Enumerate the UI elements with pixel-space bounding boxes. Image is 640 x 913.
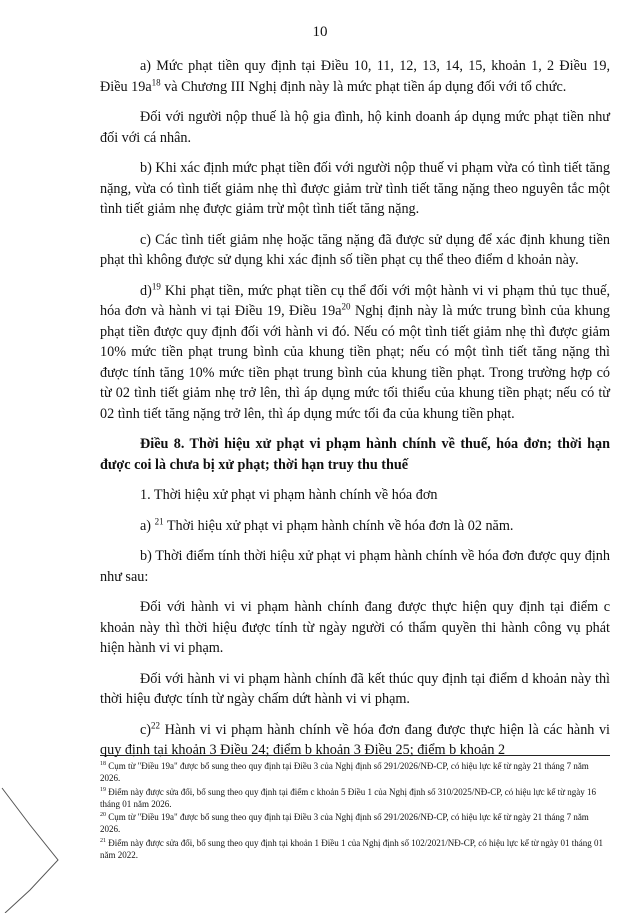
paragraph-b-aggravating: b) Khi xác định mức phạt tiền đối với người nộp thuế vi phạm vừa có tình tiết tăng nặng, vừa có tình tiết giảm nhẹ thì được giảm trừ tình tiết tăng nặng theo nguyên tắc một tình tiết giảm nhẹ được giảm trừ một tình tiết tăng nặng. — [100, 160, 610, 217]
footnote-ref: 19 — [151, 280, 161, 291]
paragraph-d-fine-calculation: d)$^{19}$ Khi phạt tiền, mức phạt tiền cụ thể đối với một hành vi vi phạm thủ tục thuế, hóa đơn và hành vi tại Điều 19, Điều $19a^{20}$ Nghị định này là mức trung bình của khung phạt tiền được quy định đối với hành vi đó. Nếu có một tình tiết giảm nhẹ thì được giảm 10% mức tiền phạt trung bình của khung tiền phạt; nếu có một tình tiết tăng nặng thì được tính tăng 10% mức tiền phạt trung bình của khung tiền phạt. Trong trường hợp có từ 02 tình tiết giảm nhẹ trở lên, thì áp dụng mức tối thiểu của khung tiền phạt; nếu có từ 02 tình tiết tăng nặng trở lên, thì áp dụng mức tối đa của khung tiền phạt. — [100, 280, 610, 422]
paragraph-c-circumstances: c) Các tình tiết giảm nhẹ hoặc tăng nặng đã được sử dụng để xác định khung tiền phạt thì không được sử dụng khi xác định số tiền phạt cụ thể theo điểm d khoản này. — [100, 231, 610, 268]
footnote: $^{19}$ Điểm này được sửa đổi, bổ sung theo quy định tại điểm c khoản 5 Điều 1 của Nghị định số 310/2025/NĐ-CP, có hiệu lực kể từ ngày 16 tháng 01 năm 2026. — [100, 786, 596, 809]
page-number: 10 — [312, 24, 328, 40]
paragraph-household: Đối với người nộp thuế là hộ gia đình, hộ kinh doanh áp dụng mức phạt tiền như đối với cá nhân. — [100, 109, 610, 146]
article-8-heading: Điều 8. Thời hiệu xử phạt vi phạm hành chính về thuế, hóa đơn; thời hạn được coi là chưa bị xử phạt; thời hạn truy thu thuế — [100, 436, 610, 473]
footnote-ref: 22 — [151, 719, 161, 730]
paragraph-b-calculation-time: b) Thời điểm tính thời hiệu xử phạt vi phạm hành chính về hóa đơn được quy định như sau: — [100, 548, 610, 585]
clause-1-title: 1. Thời hiệu xử phạt vi phạm hành chính về hóa đơn — [140, 487, 438, 503]
paragraph-ended-violation: Đối với hành vi vi phạm hành chính đã kết thúc quy định tại điểm d khoản này thì thời hiệu được tính từ ngày chấm dứt hành vi vi phạm. — [100, 670, 610, 707]
footnote-ref: 20 — [341, 301, 351, 312]
document-body — [100, 56, 610, 771]
footnote-ref: 21 — [154, 515, 164, 526]
paragraph-c-ongoing-acts: c)$^{22}$ Hành vi vi phạm hành chính về hóa đơn đang được thực hiện là các hành vi quy định tại khoản 3 Điều 24; điểm b khoản 3 Điều 25; điểm b khoản 2 — [100, 719, 610, 758]
footnote-ref: 18 — [151, 76, 161, 87]
paragraph-ongoing-violation: Đối với hành vi vi phạm hành chính đang được thực hiện quy định tại điểm c khoản này thì thời hiệu được tính từ ngày người có thẩm quyền thi hành công vụ phát hiện hành vi vi phạm. — [100, 599, 610, 656]
footnote: $^{21}$ Điểm này được sửa đổi, bổ sung theo quy định tại khoản 1 Điều 1 của Nghị định số 102/2021/NĐ-CP, có hiệu lực kể từ ngày 01 tháng 01 năm 2022. — [100, 837, 603, 861]
footnote: $^{18}$ Cụm từ "Điều 19a" được bổ sung theo quy định tại Điều 3 của Nghị định số 291/2026/NĐ-CP, có hiệu lực kể từ ngày 21 tháng 7 năm 2026. — [100, 761, 589, 784]
paragraph-a-fine-levels: a) Mức phạt tiền quy định tại Điều 10, 11, 12, 13, 14, 15, khoản 1, 2 Điều 19, Điều $19a^{18}$ và Chương III Nghị định này là mức phạt tiền áp dụng đối với tổ chức. — [100, 58, 610, 95]
footnote: $^{20}$ Cụm từ "Điều 19a" được bổ sung theo quy định tại Điều 3 của Nghị định số 291/2026/NĐ-CP, có hiệu lực kể từ ngày 21 tháng 7 năm 2026. — [100, 812, 589, 835]
scan-corner-mark — [0, 780, 60, 913]
footnotes-section — [100, 755, 610, 862]
paragraph-a-limitation-period: a) $^{21}$ Thời hiệu xử phạt vi phạm hành chính về hóa đơn là 02 năm. — [140, 515, 514, 534]
